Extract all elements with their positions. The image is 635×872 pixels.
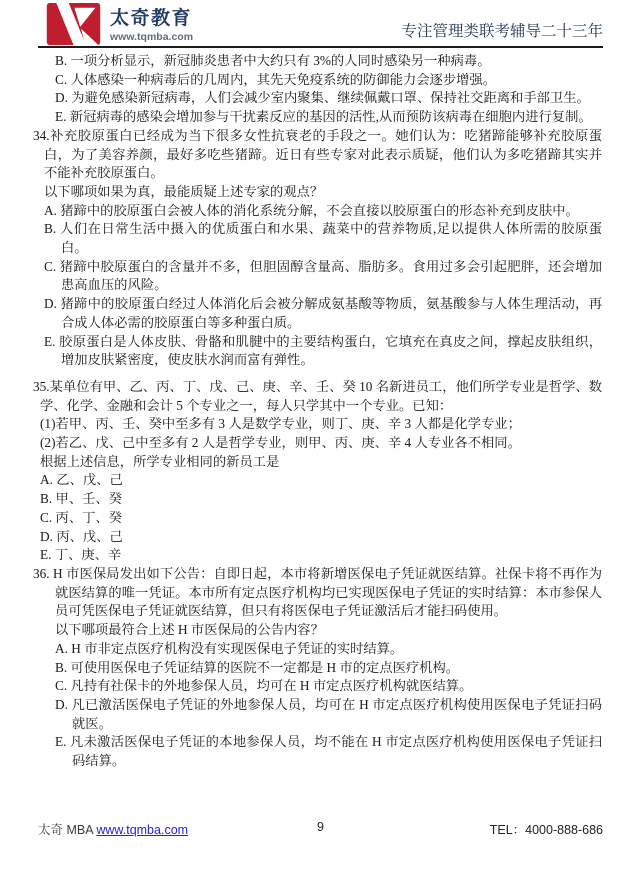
option-text: 猪蹄中的胶原蛋白经过人体消化后会被分解成氨基酸等物质，氨基酸参与人体生理活动，再合成人体必需的胶原蛋白等多种蛋白质。 xyxy=(60,296,603,330)
option-text: 丙、丁、癸 xyxy=(55,509,123,525)
brand-logo xyxy=(46,3,193,45)
option-row xyxy=(55,89,602,108)
option-label: B. xyxy=(40,491,53,507)
option-row xyxy=(40,490,602,509)
option-label: B. xyxy=(55,53,68,68)
option-label: B. xyxy=(44,221,57,237)
option-text: 人体感染一种病毒后的几周内，其先天免疫系统的防御能力会逐步增强。 xyxy=(70,71,497,87)
option-text: 新冠病毒的感染会增加参与干扰素反应的基因的活性,从而预防该病毒在细胞内进行复制。 xyxy=(69,109,592,125)
option-label: E. xyxy=(55,734,67,750)
question-prompt: 根据上述信息，所学专业相同的新员工是 xyxy=(40,453,280,469)
option-text: 可使用医保电子凭证结算的医院不一定都是 H 市的定点医疗机构。 xyxy=(70,659,460,675)
question-stem xyxy=(33,378,602,415)
option-row xyxy=(40,509,602,528)
option-label: E. xyxy=(55,109,67,125)
question-condition: (1)若甲、丙、壬、癸中至多有 3 人是数学专业，则丁、庚、辛 3 人都是化学专业； xyxy=(40,416,521,432)
option-text: H 市非定点医疗机构没有实现医保电子凭证的实时结算。 xyxy=(71,640,404,656)
brand-website: www.tqmba.com xyxy=(110,31,194,43)
question-prompt: 以下哪项最符合上述 H 市医保局的公告内容？ xyxy=(55,622,324,638)
option-row xyxy=(55,733,602,770)
option-label: C. xyxy=(55,678,68,694)
question-stem-text: 补充胶原蛋白已经成为当下很多女性抗衰老的手段之一。她们认为：吃猪蹄能够补充胶原蛋白，为了美容养颜，最好多吃些猪蹄。近日有些专家对此表示质疑，他们认为多吃猪蹄其实并不能补充胶原蛋白。 xyxy=(44,127,602,181)
question-condition: (2)若乙、戊、己中至多有 2 人是哲学专业，则甲、丙、庚、辛 4 人专业各不相同。 xyxy=(40,435,521,451)
page-number: 9 xyxy=(317,820,324,834)
question-number: 35. xyxy=(33,378,50,394)
page-footer xyxy=(38,820,603,840)
carryover-options xyxy=(33,52,602,127)
option-row xyxy=(44,333,602,370)
brand-text-block xyxy=(110,3,193,43)
page-header xyxy=(38,0,603,48)
footer-brand-text: 太奇 MBA xyxy=(38,823,93,837)
question-number: 34. xyxy=(33,127,50,143)
option-label: A. xyxy=(55,640,68,656)
option-label: D. xyxy=(44,296,57,312)
option-label: A. xyxy=(40,472,53,488)
option-text: 一项分析显示，新冠肺炎患者中大约只有 3%的人同时感染另一种病毒。 xyxy=(70,53,491,68)
brand-name: 太奇教育 xyxy=(110,8,193,29)
option-text: 丙、戊、己 xyxy=(56,528,123,544)
option-text: 乙、戊、己 xyxy=(56,472,123,488)
option-row xyxy=(55,696,602,733)
option-label: D. xyxy=(55,696,68,712)
question-stem xyxy=(33,127,602,183)
header-tagline: 专注管理类联考辅导二十三年 xyxy=(401,23,603,40)
option-text: 凡未激活医保电子凭证的本地参保人员，均不能在 H 市定点医疗机构使用医保电子凭证扫码结算。 xyxy=(70,734,602,769)
option-text: 猪蹄中胶原蛋白的含量并不多，但胆固醇含量高、脂肪多。食用过多会引起肥胖，还会增加患高血压的风险。 xyxy=(59,258,602,293)
option-row xyxy=(44,295,602,332)
option-row xyxy=(40,528,602,547)
option-label: C. xyxy=(55,71,68,87)
option-row xyxy=(55,677,602,696)
option-row xyxy=(55,659,602,678)
option-text: 人们在日常生活中摄入的优质蛋白和水果、蔬菜中的营养物质,足以提供人体所需的胶原蛋白。 xyxy=(60,221,602,256)
option-text: 胶原蛋白是人体皮肤、骨骼和肌腱中的主要结构蛋白，它填充在真皮之间，撑起皮肤组织，增加皮肤紧密度，使皮肤水润而富有弹性。 xyxy=(59,333,602,368)
question-stem-text: H 市医保局发出如下公告：自即日起，本市将新增医保电子凭证就医结算。社保卡将不再作为就医结算的唯一凭证。本市所有定点医疗机构均已实现医保电子凭证的实时结算：本市参保人员可凭医保电子凭证就医结算，但只有将医保电子凭证激活后才能扫码使用。 xyxy=(49,565,602,619)
option-label: E. xyxy=(40,547,52,563)
question-prompt: 以下哪项如果为真，最能质疑上述专家的观点？ xyxy=(44,183,324,199)
option-label: C. xyxy=(40,509,53,525)
option-row xyxy=(55,108,602,127)
option-row xyxy=(44,220,602,257)
option-row xyxy=(40,471,602,490)
footer-website-link[interactable]: www.tqmba.com xyxy=(96,823,189,837)
option-row xyxy=(55,52,602,71)
questions-content xyxy=(33,52,602,771)
option-label: C. xyxy=(44,258,57,274)
footer-telephone: TEL：4000-888-686 xyxy=(489,823,603,837)
question-36 xyxy=(33,565,602,771)
option-label: D. xyxy=(55,90,68,106)
question-34 xyxy=(33,127,602,370)
option-text: 甲、壬、癸 xyxy=(55,491,123,507)
question-number: 36. xyxy=(33,565,50,581)
option-label: B. xyxy=(55,659,68,675)
question-stem xyxy=(33,565,602,621)
option-label: D. xyxy=(40,528,53,544)
option-row xyxy=(44,258,602,295)
option-text: 丁、庚、辛 xyxy=(54,547,122,563)
question-35 xyxy=(33,378,602,565)
footer-brand xyxy=(38,820,188,838)
option-text: 猪蹄中的胶原蛋白会被人体的消化系统分解，不会直接以胶原蛋白的形态补充到皮肤中。 xyxy=(60,202,579,218)
taiqi-k-logo-icon xyxy=(46,3,101,45)
option-row xyxy=(44,202,602,221)
option-text: 凡持有社保卡的外地参保人员，均可在 H 市定点医疗机构就医结算。 xyxy=(70,678,473,694)
question-stem-text: 某单位有甲、乙、丙、丁、戊、己、庚、辛、壬、癸 10 名新进员工，他们所学专业是哲学、数学、化学、金融和会计 5 个专业之一，每人只学其中一个专业。已知： xyxy=(40,378,602,413)
option-text: 凡已激活医保电子凭证的外地参保人员，均可在 H 市定点医疗机构使用医保电子凭证扫码就医。 xyxy=(71,696,603,731)
option-text: 为避免感染新冠病毒，人们会减少室内聚集、继续佩戴口罩、保持社交距离和手部卫生。 xyxy=(71,90,590,106)
option-label: E. xyxy=(44,333,56,349)
option-row xyxy=(55,71,602,90)
option-row xyxy=(55,640,602,659)
option-label: A. xyxy=(44,202,57,218)
option-row xyxy=(40,546,602,565)
